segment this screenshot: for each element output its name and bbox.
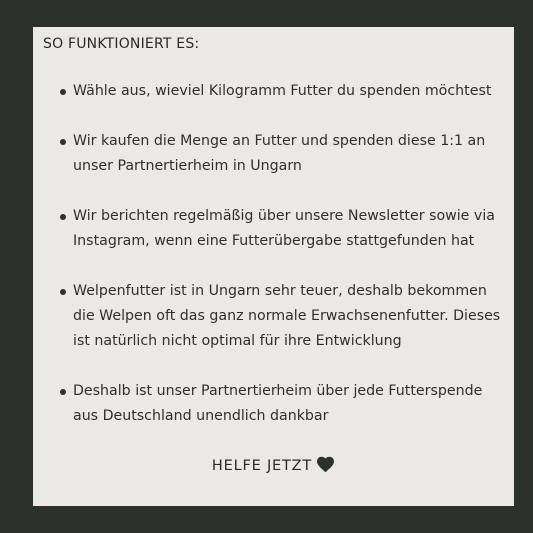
bullet-dot-icon: [60, 389, 66, 395]
section-heading: SO FUNKTIONIERT ES:: [43, 36, 200, 52]
bullet-dot-icon: [60, 89, 66, 95]
list-item: [33, 379, 514, 429]
list-item: [33, 279, 514, 354]
list-item-text: Wir kaufen die Menge an Futter und spenden diese 1:1 an unser Partnertierheim in Ungarn: [73, 133, 486, 174]
bullet-list: [33, 79, 514, 429]
list-item-text: Wir berichten regelmäßig über unsere Newsletter sowie via Instagram, wenn eine Futterübergabe stattgefunden hat: [73, 208, 495, 249]
heart-icon: [316, 456, 335, 477]
bullet-dot-icon: [60, 139, 66, 145]
list-item: [33, 204, 514, 254]
info-card: [33, 27, 514, 506]
bullet-dot-icon: [60, 289, 66, 295]
help-now-label: HELFE JETZT: [211, 458, 313, 474]
list-item-text: Deshalb ist unser Partnertierheim über jede Futterspende aus Deutschland unendlich dankbar: [73, 383, 483, 424]
list-item: [33, 79, 514, 104]
bullet-dot-icon: [60, 214, 66, 220]
help-now-button[interactable]: [33, 456, 514, 477]
list-item: [33, 129, 514, 179]
list-item-text: Welpenfutter ist in Ungarn sehr teuer, deshalb bekommen die Welpen oft das ganz normale Erwachsenenfutter. Dieses ist natürlich nicht optimal für ihre Entwicklung: [73, 283, 501, 349]
list-item-text: Wähle aus, wieviel Kilogramm Futter du spenden möchtest: [73, 83, 492, 99]
